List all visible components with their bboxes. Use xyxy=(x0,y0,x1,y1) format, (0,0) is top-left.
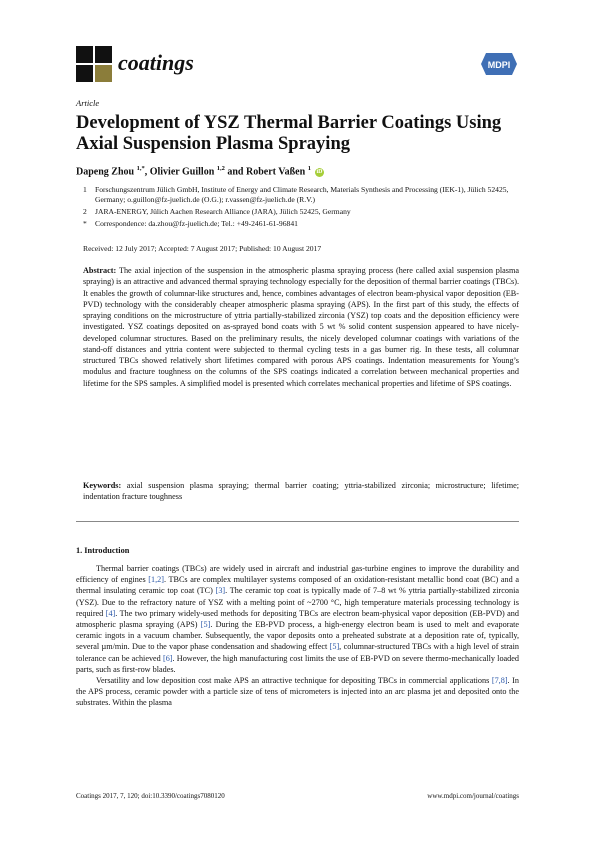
publication-dates: Received: 12 July 2017; Accepted: 7 August 2017; Published: 10 August 2017 xyxy=(83,244,322,253)
affiliation-text: Forschungszentrum Jülich GmbH, Institute of Energy and Climate Research, Materials Synthesis and Processing (IEK-1), Jülich 52425, Germany; o.guillon@fz-juelich.de (O.G.); r.vassen@fz-juelich.de (R.V.) xyxy=(95,185,509,205)
mdpi-logo-icon[interactable] xyxy=(480,52,518,76)
paragraph-text: . The ceramic top coat is typically made of 7–8 wt % yttria partially-stabilized zirconia (YSZ). Due to the refractory nature of YSZ with a melting point of ~2700 °C, high temperature materials processing technology is required xyxy=(76,586,519,618)
abstract xyxy=(83,265,519,389)
paragraph-text: Versatility and low deposition cost make APS an attractive technique for depositing TBCs in commercial applications xyxy=(96,676,492,686)
journal-logo xyxy=(76,46,112,82)
correspondence-text: Correspondence: da.zhou@fz-juelich.de; Tel.: +49-2461-61-96841 xyxy=(95,219,298,228)
citation-link[interactable]: [5] xyxy=(329,642,340,652)
citation-link[interactable]: [6] xyxy=(162,653,173,663)
keywords-label: Keywords: xyxy=(83,481,122,490)
paragraph-1 xyxy=(76,563,519,675)
paragraph-text: Thermal barrier coatings (TBCs) are widely used in aircraft and industrial gas-turbine engines to improve the durability and efficiency of engines xyxy=(76,564,519,585)
paragraph-text: . In the APS process, ceramic powder with a particle size of tens of micrometers is injected into an arc plasma jet and deposited onto the substrates. Within the plasma xyxy=(76,676,519,708)
paragraph-text: , columnar-structured TBCs with a high level of strain tolerance can be achieved xyxy=(76,642,519,663)
paragraph-text: . The two primary widely-used methods for depositing TBCs are electron beam-physical vapor deposition (EB-PVD) and atmospheric plasma spraying (APS) xyxy=(76,608,519,630)
citation-link[interactable]: [7,8] xyxy=(491,676,508,686)
section-heading: 1. Introduction xyxy=(76,546,130,555)
article-type: Article xyxy=(76,98,100,108)
paragraph-text: . However, the high manufacturing cost limits the use of EB-PVD on severe thermo-mechanically loaded parts, such as first-row blades. xyxy=(76,653,520,674)
logo-square-dark xyxy=(76,65,93,82)
author-name[interactable]: and Robert Vaßen xyxy=(227,166,306,178)
keywords xyxy=(83,480,519,503)
affiliation-text: JARA-ENERGY, Jülich Aachen Research Alliance (JARA), Jülich 52425, Germany xyxy=(95,207,351,216)
author-affiliation-mark: 1,2 xyxy=(216,165,225,172)
section-divider xyxy=(76,521,519,522)
journal-name: coatings xyxy=(118,50,194,75)
mdpi-hexagon-icon xyxy=(480,52,518,76)
citation-link[interactable]: [1,2] xyxy=(148,575,164,585)
logo-square-gold xyxy=(95,65,112,82)
affiliation-1 xyxy=(83,185,523,206)
citation-link[interactable]: [3] xyxy=(215,586,226,596)
paragraph-text: . During the EB-PVD process, a high-energy electron beam is used to melt and evaporate ceramic ingots in a vacuum chamber. Subsequently, the vapor deposits onto a preheated substrate at a deposition rate of, typically, several µm/min. Due to the vapor phase condensation and shadowing effect xyxy=(76,620,519,652)
abstract-label: Abstract: xyxy=(83,266,117,275)
affiliation-mark: 1 xyxy=(83,185,87,194)
logo-square-dark xyxy=(76,46,93,63)
publisher-logo-text: MDPI xyxy=(487,60,511,70)
author-name[interactable]: Dapeng Zhou xyxy=(76,166,135,178)
correspondence xyxy=(83,219,523,230)
paragraph-2 xyxy=(76,675,519,709)
citation-link[interactable]: [5] xyxy=(200,620,211,630)
abstract-text: The axial injection of the suspension in the atmospheric plasma spraying process (here called axial suspension plasma spraying) is an attractive and advanced thermal spraying technology especially for the deposition of thermal barrier coatings (TBCs). It enables the growth of columnar-like structures and, hence, combines advantages of electron beam-physical vapor deposition (EB-PVD) technology with the considerably cheaper atmospheric plasma spraying (APS). In the first part of this study, the effects of spraying conditions on the microstructure of yttria partially-stabilized zirconia (YSZ) top coats and the deposition efficiency were investigated. YSZ coatings deposited on as-sprayed bond coats with 5 wt % solid content suspension appeared to have nicely-developed columnar structures. Based on the preliminary results, the nicely developed columnar coatings with variations of the stand-off distances and yttria content were subjected to thermal cycling tests in a gas burner rig. In these tests, all columnar structured TBCs showed relatively short lifetimes compared with porous APS coatings. Indentation measurements for Young’s modulus and fracture toughness on the columns of the SPS coatings indicated a correlation between mechanical properties and lifetime for the SPS samples. A simplified model is presented which correlates mechanical properties and lifetime of SPS coatings. xyxy=(83,266,519,388)
footer-citation: Coatings 2017, 7, 120; doi:10.3390/coatings7080120 xyxy=(76,792,225,800)
author-name[interactable]: Olivier Guillon xyxy=(149,166,215,178)
author-affiliation-mark: 1 xyxy=(307,165,311,172)
section-body xyxy=(76,563,519,709)
author-affiliation-mark: 1,* xyxy=(136,165,145,172)
affiliation-mark: * xyxy=(83,219,87,228)
article-title: Development of YSZ Thermal Barrier Coatings Using Axial Suspension Plasma Spraying xyxy=(76,113,502,154)
footer-journal-url[interactable]: www.mdpi.com/journal/coatings xyxy=(427,792,519,800)
paragraph-text: . TBCs are complex multilayer systems composed of an oxidation-resistant metallic bond coat (BC) and a thermal insulating ceramic top coat (TC) xyxy=(76,575,519,596)
orcid-icon[interactable]: iD xyxy=(316,169,323,176)
affiliation-mark: 2 xyxy=(83,207,87,216)
citation-link[interactable]: [4] xyxy=(105,608,116,618)
affiliation-2 xyxy=(83,207,523,218)
author-list: Dapeng Zhou $^{1,*}$, Olivier Guillon $^{1,2}$ and Robert Vaßen $^1$iD xyxy=(76,165,323,178)
keywords-text: axial suspension plasma spraying; thermal barrier coating; yttria-stabilized zirconia; microstructure; lifetime; indentation fracture toughness xyxy=(83,481,519,502)
logo-square-dark xyxy=(95,46,112,63)
